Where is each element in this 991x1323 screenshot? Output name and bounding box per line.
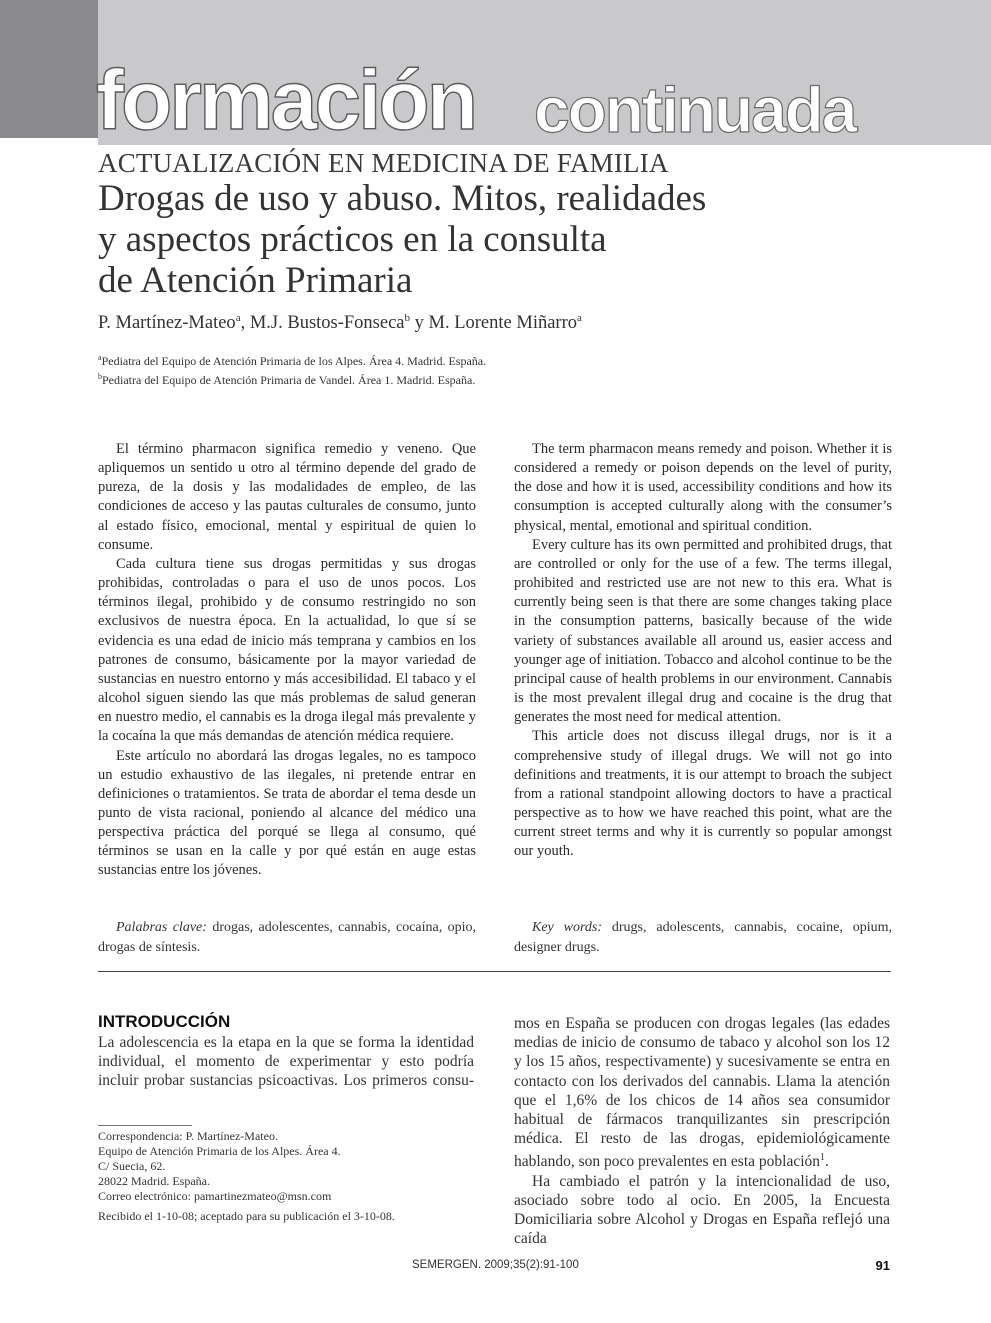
abstract-paragraph: El término pharmacon significa remedio y veneno. Que apliquemos un sentido u otro al término depende del grado de pureza, de la dosis y las modalidades de empleo, de las condiciones de acceso y las pautas culturales de consumo, junto al estado físico, emocional, mental y espiritual de quien lo consume.: [98, 441, 476, 553]
citation-ref[interactable]: 1: [820, 1152, 826, 1164]
affiliations: [98, 350, 486, 388]
section-label: ACTUALIZACIÓN EN MEDICINA DE FAMILIA: [98, 148, 669, 178]
intro-text: mos en España se producen con drogas legales (las edades medias de inicio de consumo de tabaco y alcohol son los 12 y los 15 años, respectivamente) y sucesivamente se entra en contacto con los derivados del cannabis. Llama la atención que el 1,6% de los chicos de 14 años sea consumidor habitual de fármacos tranquilizantes sin prescripción médica. El resto de las drogas, epidemiológicamente hablando, son poco prevalentes en esta población: [514, 1015, 890, 1171]
received-date: Recibido el 1-10-08; aceptado para su publicación el 3-10-08.: [98, 1209, 395, 1223]
page-number: 91: [875, 1258, 890, 1273]
title-line: Drogas de uso y abuso. Mitos, realidades: [98, 178, 707, 219]
intro-paragraph: La adolescencia es la etapa en la que se forma la identidad individual, el momento de experimentar y esto podría incluir probar sustancias psicoactivas. Los primeros consu-: [98, 1034, 474, 1090]
article-title: [98, 178, 818, 301]
author-affil-mark: a: [235, 312, 241, 324]
correspondence-line: C/ Suecia, 62.: [98, 1159, 166, 1173]
affiliation-text: Pediatra del Equipo de Atención Primaria de Vandel. Área 1. Madrid. España.: [102, 373, 476, 387]
section-divider: [98, 971, 891, 972]
banner-word-continuada: continuada: [534, 74, 856, 146]
affiliation-line: [98, 369, 486, 388]
affil-mark: a: [98, 353, 102, 362]
correspondence: [98, 1129, 341, 1204]
author-affil-mark: b: [404, 312, 411, 324]
abstract-paragraph: This article does not discuss illegal drugs, nor is it a comprehensive study of illegal drugs. We will not go into definitions and treatments, it is our attempt to broach the subject from a rational standpoint allowing doctors to have a practical perspective as to how we have reached this point, what are the current street terms and why it is currently so popular amongst our youth.: [514, 728, 892, 860]
author-affil-mark: a: [577, 312, 582, 324]
title-line: de Atención Primaria: [98, 260, 413, 301]
author-name: M. Lorente Miñarro: [428, 313, 577, 334]
correspondence-line: 28022 Madrid. España.: [98, 1174, 210, 1188]
intro-right-column: [514, 1014, 890, 1249]
abstract-paragraph: Every culture has its own permitted and prohibited drugs, that are controlled or only for the use of a few. The terms illegal, prohibited and restricted use are not new to this era. What is currently being seen is that there are some changes taking place in the consumption patterns, basically because of the wide variety of substances available all around us, easier access and younger age of initiation. Tobacco and alcohol continue to be the principal cause of health problems in our environment. Cannabis is the most prevalent illegal drug and cocaine is the drug that generates the most need for medical attention.: [514, 536, 892, 726]
abstract-spanish: [98, 440, 476, 881]
abstract-paragraph: The term pharmacon means remedy and poison. Whether it is considered a remedy or poison depends on the level of purity, the dose and how it is used, accessibility conditions and how its consumption is accepted culturally along with the consumer’s physical, mental, emotional and spiritual condition.: [514, 441, 892, 534]
abstract-english: [514, 440, 892, 861]
intro-heading: INTRODUCCIÓN: [98, 1012, 231, 1031]
author-name: P. Martínez-Mateo: [98, 313, 236, 334]
affiliation-text: Pediatra del Equipo de Atención Primaria de los Alpes. Área 4. Madrid. España.: [101, 354, 487, 368]
footnote-rule: [98, 1125, 192, 1126]
keywords-english: [514, 918, 892, 957]
correspondence-line: Equipo de Atención Primaria de los Alpes. Área 4.: [98, 1144, 341, 1158]
author-separator: y: [410, 313, 429, 334]
title-line: y aspectos prácticos en la consulta: [98, 219, 607, 260]
abstract-paragraph: Este artículo no abordará las drogas legales, no es tampoco un estudio exhaustivo de las ilegales, ni pretende entrar en definiciones o tratamientos. Se trata de abordar el tema desde un punto de vista racional, poniendo al alcance del médico una perspectiva práctica del porqué se llega al consumo, qué términos se usan en la calle y por qué están en auge estas sustancias entre los jóvenes.: [98, 747, 476, 879]
intro-text: .: [825, 1153, 829, 1171]
header-band-dark: [0, 0, 98, 138]
author-list: [98, 312, 582, 334]
keywords-text: drogas, adolescentes, cannabis, cocaína, opio, drogas de síntesis.: [98, 920, 477, 955]
correspondence-line: Correspondencia: P. Martínez-Mateo.: [98, 1129, 278, 1143]
journal-citation: SEMERGEN. 2009;35(2):91-100: [412, 1259, 579, 1271]
keywords-label: Key words:: [532, 920, 603, 935]
affil-mark: b: [98, 372, 102, 381]
affiliation-line: [98, 350, 486, 369]
intro-left-column: [98, 1033, 474, 1091]
author-name: M.J. Bustos-Fonseca: [249, 313, 405, 334]
correspondence-email: Correo electrónico: pamartinezmateo@msn.com: [98, 1189, 332, 1203]
intro-paragraph: Ha cambiado el patrón y la intencionalidad de uso, asociado sobre todo al ocio. En 2005, la Encuesta Domiciliaria sobre Alcohol y Drogas en España reflejó una caída: [514, 1172, 890, 1248]
author-separator: ,: [240, 313, 250, 334]
banner-word-formacion: formación: [96, 53, 476, 147]
keywords-label: Palabras clave:: [116, 920, 207, 935]
abstract-paragraph: Cada cultura tiene sus drogas permitidas y sus drogas prohibidas, controladas o para el uso de unos pocos. Los términos ilegal, prohibido y de consumo restringido no son exclusivos de nuestra época. En la actualidad, lo que sí se evidencia es una edad de inicio más temprana y cambios en los patrones de consumo, básicamente por la mayor variedad de sustancias en nuestro entorno y más accesibilidad. El tabaco y el alcohol siguen siendo las que más problemas de salud generan en nuestro medio, el cannabis es la droga ilegal más prevalente y la cocaína la que más demandas de atención médica requiere.: [98, 555, 476, 745]
keywords-text: drugs, adolescents, cannabis, cocaine, opium, designer drugs.: [514, 920, 892, 955]
keywords-spanish: [98, 918, 476, 957]
intro-paragraph: [514, 1014, 890, 1172]
